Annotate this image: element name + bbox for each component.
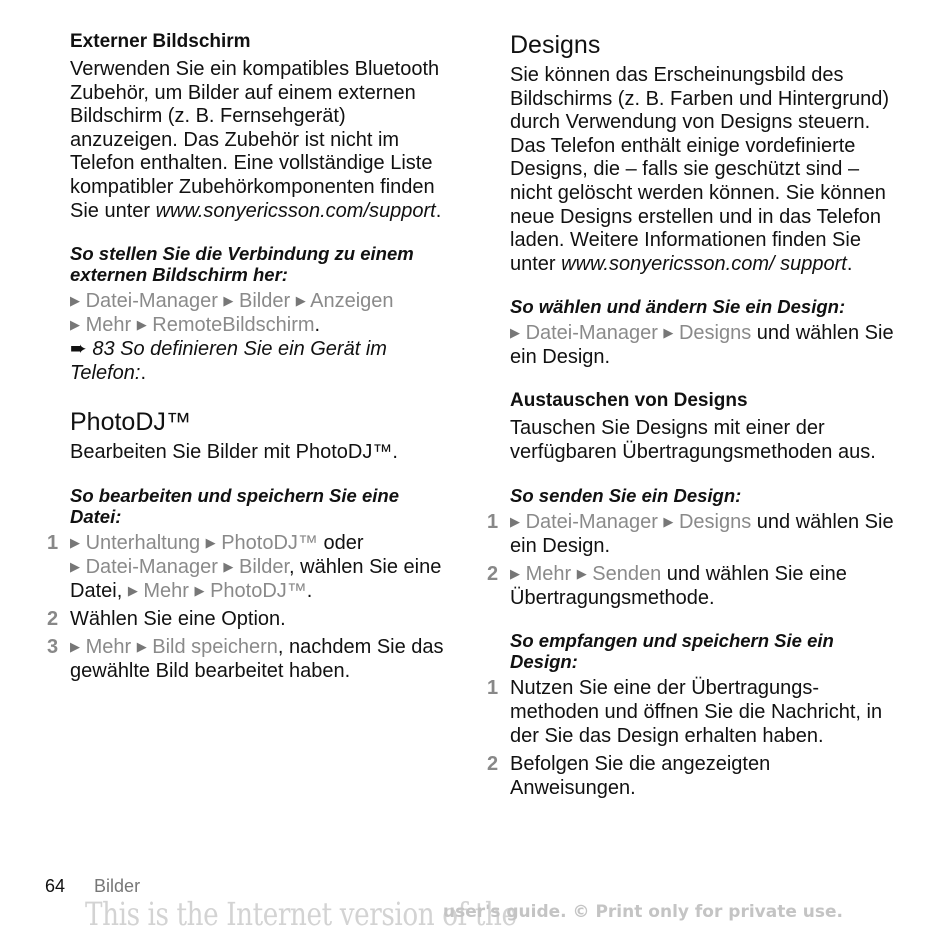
choose-step: ▶ Datei-Manager ▶ Designs und wählen Sie ein Design. <box>510 322 894 369</box>
receive-step-2: 2 Befolgen Sie die angezeigten Anweisungen. <box>487 752 771 799</box>
connect-path: ▶ Datei-Manager ▶ Bilder ▶ Anzeigen ▶ Mehr ▶ RemoteBildschirm. <box>70 290 394 337</box>
edit-procedure-heading: So bearbeiten und speichern Sie eine Datei: <box>70 484 399 527</box>
designs-heading: Designs <box>510 31 601 59</box>
exchange-heading: Austauschen von Designs <box>510 390 748 412</box>
watermark <box>85 895 905 937</box>
triangle-icon: ▶ <box>70 638 80 654</box>
send-step-2: 2 ▶ Mehr ▶ Senden und wählen Sie eine Übertragungsmethode. <box>487 562 847 609</box>
triangle-icon: ▶ <box>194 582 205 598</box>
cross-reference: ➨ 83 So definieren Sie ein Gerät im Telefon:. <box>70 338 387 385</box>
page-number: 64 <box>45 876 66 896</box>
triangle-icon: ▶ <box>223 293 234 309</box>
edit-step-3: 3 ▶ Mehr ▶ Bild speichern, nachdem Sie das gewählte Bild bearbeitet haben. <box>47 635 444 682</box>
triangle-icon: ▶ <box>663 513 674 529</box>
send-step-1: 1 ▶ Datei-Manager ▶ Designs und wählen Sie ein Design. <box>487 510 894 557</box>
left-column <box>47 30 455 683</box>
external-screen-heading: Externer Bildschirm <box>70 31 251 52</box>
triangle-icon: ▶ <box>70 317 80 333</box>
right-column <box>487 30 900 800</box>
edit-step-1: 1 ▶ Unterhaltung ▶ PhotoDJ™ oder ▶ Datei-Manager ▶ Bilder, wählen Sie eine Datei, ▶ Mehr ▶ PhotoDJ™. <box>47 531 442 602</box>
triangle-icon: ▶ <box>70 293 80 309</box>
support-url: www.sonyericsson.com/support <box>155 199 436 222</box>
watermark-script: This is the Internet version of the <box>85 895 517 933</box>
receive-step-1: 1 Nutzen Sie eine der Übertragungs-methoden und öffnen Sie die Nachricht, in der Sie das Design erhalten haben. <box>487 676 883 747</box>
triangle-icon: ▶ <box>136 638 147 654</box>
triangle-icon: ▶ <box>136 317 147 333</box>
connect-procedure-heading: So stellen Sie die Verbindung zu einem externen Bildschirm her: <box>70 243 414 286</box>
support-url: www.sonyericsson.com/ support <box>561 252 847 275</box>
triangle-icon: ▶ <box>510 565 520 581</box>
triangle-icon: ▶ <box>223 558 234 574</box>
triangle-icon: ▶ <box>295 293 306 309</box>
send-procedure-heading: So senden Sie ein Design: <box>510 484 742 506</box>
page-footer <box>45 876 140 897</box>
exchange-body: Tauschen Sie Designs mit einer der verfügbaren Übertragungsmethoden aus. <box>510 417 876 463</box>
edit-step-2: 2 Wählen Sie eine Option. <box>47 607 286 630</box>
designs-body: Sie können das Erscheinungsbild des Bildschirms (z. B. Farben und Hintergrund) durch Verwendung von Designs steuern. Das Telefon enthält einige vordefinierte Designs, die – falls sie geschützt sind – nicht gelöscht werden können. Sie können neue Designs erstellen und in das Telefon laden. Weitere Informationen finden Sie unter www.sonyericsson.com/ support. <box>510 64 890 275</box>
receive-procedure-heading: So empfangen und speichern Sie ein Design: <box>510 629 834 672</box>
triangle-icon: ▶ <box>70 534 80 550</box>
arrow-icon: ➨ <box>70 338 87 361</box>
triangle-icon: ▶ <box>127 582 138 598</box>
triangle-icon: ▶ <box>510 325 520 341</box>
photodj-heading: PhotoDJ™ <box>70 408 191 437</box>
triangle-icon: ▶ <box>576 565 587 581</box>
section-name: Bilder <box>94 876 141 896</box>
choose-procedure-heading: So wählen und ändern Sie ein Design: <box>510 296 846 318</box>
watermark-text: user's guide. © Print only for private use. <box>443 902 843 922</box>
triangle-icon: ▶ <box>205 534 216 550</box>
external-screen-body: Verwenden Sie ein kompatibles Bluetooth Zubehör, um Bilder auf einem externen Bildschirm (z. B. Fernsehgerät) anzuzeigen. Das Zubehör ist nicht im Telefon enthalten. Eine vollständige Liste kompatibler Zubehörkomponenten finden Sie unter www.sonyericsson.com/support. <box>70 58 442 222</box>
photodj-body: Bearbeiten Sie Bilder mit PhotoDJ™. <box>70 441 398 464</box>
triangle-icon: ▶ <box>70 558 80 574</box>
triangle-icon: ▶ <box>663 325 674 341</box>
triangle-icon: ▶ <box>510 513 520 529</box>
